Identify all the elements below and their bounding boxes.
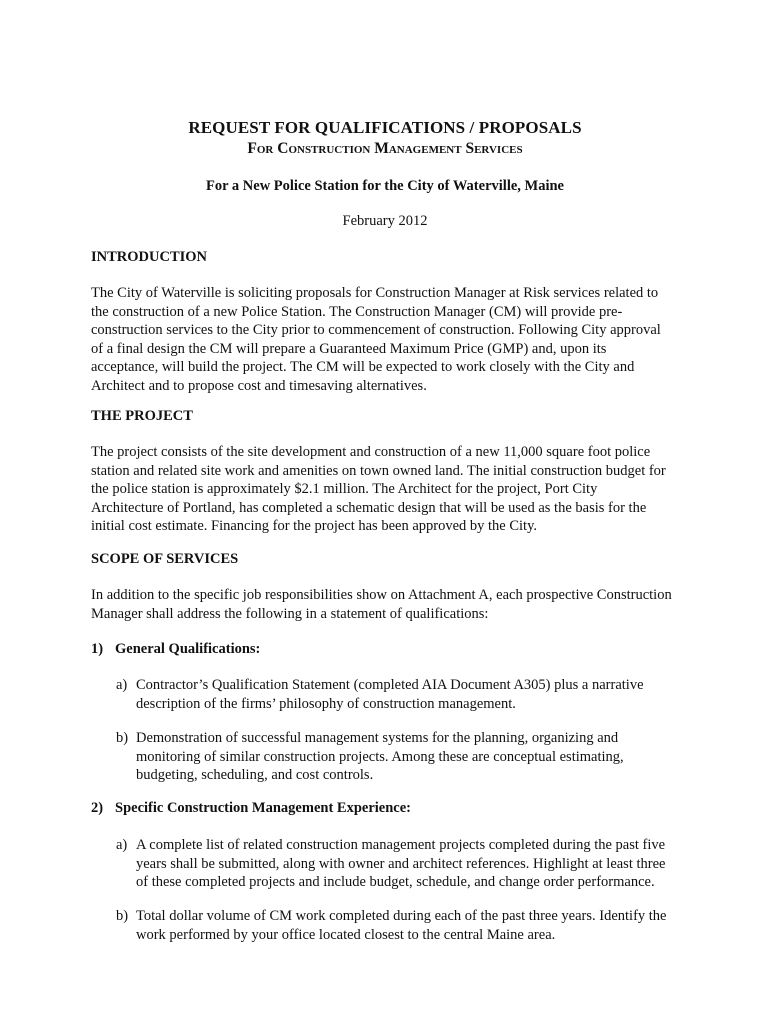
introduction-heading: INTRODUCTION bbox=[91, 249, 208, 265]
text-line: of a final design the CM will prepare a Guaranteed Maximum Price (GMP) and, upon its bbox=[91, 340, 607, 357]
scope-paragraph bbox=[91, 586, 711, 623]
text-line: Manager shall address the following in a statement of qualifications: bbox=[91, 605, 489, 622]
sub-item-project-list bbox=[116, 836, 706, 892]
item-number: 2) bbox=[91, 800, 104, 816]
text-line: construction services to the City prior to commencement of construction. Following City approval bbox=[91, 322, 661, 339]
sub-item-text bbox=[136, 729, 706, 785]
text-line: budgeting, scheduling, and cost controls. bbox=[136, 767, 374, 784]
introduction-paragraph bbox=[91, 284, 711, 396]
text-line: years shall be submitted, along with owner and architect references. Highlight at least three bbox=[136, 855, 666, 872]
numbered-item-general-qualifications bbox=[91, 641, 260, 658]
project-paragraph bbox=[91, 443, 711, 536]
sub-item-dollar-volume bbox=[116, 907, 706, 944]
text-line: of these completed projects and include budget, schedule, and change order performance. bbox=[136, 874, 655, 891]
sub-item-qualification-statement bbox=[116, 676, 706, 713]
text-line: description of the firms’ philosophy of construction management. bbox=[136, 695, 516, 712]
numbered-item-cm-experience bbox=[91, 800, 411, 817]
text-line: station and related site work and amenities on town owned land. The initial construction budget for bbox=[91, 462, 666, 479]
text-line: Total dollar volume of CM work completed during each of the past three years. Identify the bbox=[136, 908, 667, 924]
document-title: REQUEST FOR QUALIFICATIONS / PROPOSALS bbox=[188, 118, 582, 137]
item-number: 1) bbox=[91, 641, 104, 657]
sub-item-letter: a) bbox=[116, 837, 128, 853]
text-line: The City of Waterville is soliciting proposals for Construction Manager at Risk services related to bbox=[91, 285, 659, 301]
sub-item-management-systems bbox=[116, 729, 706, 785]
text-line: Architect and to propose cost and timesaving alternatives. bbox=[91, 377, 427, 394]
text-line: monitoring of similar construction projects. Among these are conceptual estimating, bbox=[136, 748, 624, 765]
item-title: Specific Construction Management Experience: bbox=[115, 800, 411, 816]
text-line: acceptance, will build the project. The CM will be expected to work closely with the City and bbox=[91, 359, 635, 376]
item-title: General Qualifications: bbox=[115, 641, 261, 657]
project-line: For a New Police Station for the City of Waterville, Maine bbox=[206, 178, 564, 194]
sub-item-text bbox=[136, 676, 706, 713]
document-subtitle: For Construction Management Services bbox=[247, 140, 523, 157]
sub-item-letter: b) bbox=[116, 908, 129, 924]
text-line: A complete list of related construction management projects completed during the past five bbox=[136, 837, 666, 853]
text-line: The project consists of the site development and construction of a new 11,000 square foot police bbox=[91, 444, 651, 460]
sub-item-letter: b) bbox=[116, 730, 129, 746]
text-line: the construction of a new Police Station. The Construction Manager (CM) will provide pre- bbox=[91, 303, 623, 320]
sub-item-text bbox=[136, 836, 706, 892]
document-date: February 2012 bbox=[342, 213, 428, 229]
sub-item-text bbox=[136, 907, 706, 944]
text-line: Contractor’s Qualification Statement (completed AIA Document A305) plus a narrative bbox=[136, 677, 644, 693]
scope-heading: SCOPE OF SERVICES bbox=[91, 551, 239, 567]
text-line: Architecture of Portland, has completed a schematic design that will be used as the basis for the bbox=[91, 499, 647, 516]
text-line: work performed by your office located closest to the central Maine area. bbox=[136, 926, 556, 943]
project-heading: THE PROJECT bbox=[91, 408, 193, 424]
text-line: In addition to the specific job responsibilities show on Attachment A, each prospective Construction bbox=[91, 587, 672, 603]
text-line: the police station is approximately $2.1 million. The Architect for the project, Port City bbox=[91, 481, 598, 498]
sub-item-letter: a) bbox=[116, 677, 128, 693]
text-line: initial cost estimate. Financing for the project has been approved by the City. bbox=[91, 518, 538, 535]
text-line: Demonstration of successful management systems for the planning, organizing and bbox=[136, 730, 619, 746]
